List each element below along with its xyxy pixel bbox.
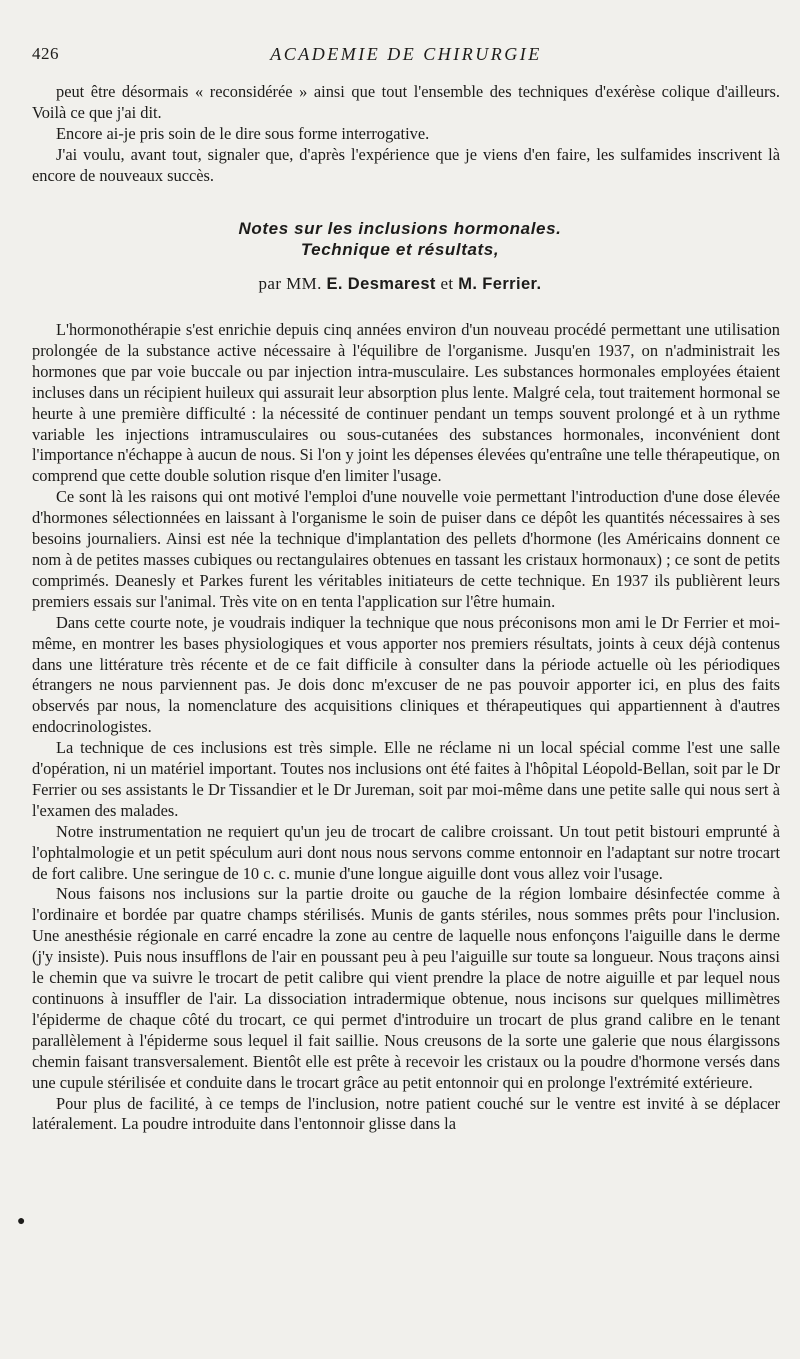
opening-paragraph: J'ai voulu, avant tout, signaler que, d'après l'expérience que je viens d'en faire, les sulfamides inscrivent là encore de nouveaux succès. bbox=[32, 144, 780, 185]
margin-bullet-mark: ● bbox=[17, 1214, 26, 1229]
article-title-line-2: Technique et résultats, bbox=[300, 240, 500, 259]
author-name: E. Desmarest bbox=[326, 275, 436, 293]
byline-conjunction: et bbox=[440, 274, 454, 293]
body-paragraph: La technique de ces inclusions est très simple. Elle ne réclame ni un local spécial comme l'est une salle d'opération, ni un matériel important. Toutes nos inclusions ont été faites à l'hôpital Léopold-Bellan, soit par le Dr Ferrier ou ses assistants le Dr Tissandier et le Dr Jureman, soit par moi-même dans une petite salle qui nous sert à l'examen des malades. bbox=[32, 738, 780, 820]
opening-paragraph: Encore ai-je pris soin de le dire sous forme interrogative. bbox=[56, 123, 430, 143]
body-paragraph: Notre instrumentation ne requiert qu'un jeu de trocart de calibre croissant. Un tout petit bistouri emprunté à l'ophtalmologie et un petit spéculum auri dont nous nous servons comme entonnoir en l'adaptant sur notre trocart de fort calibre. Une seringue de 10 c. c. munie d'une longue aiguille dont vous allez voir l'usage. bbox=[32, 821, 780, 883]
body-paragraph: Pour plus de facilité, à ce temps de l'inclusion, notre patient couché sur le ventre est invité à se déplacer latéralement. La poudre introduite dans l'entonnoir glisse dans la bbox=[32, 1093, 780, 1134]
opening-section bbox=[32, 82, 780, 187]
byline bbox=[0, 274, 800, 294]
opening-paragraph: peut être désormais « reconsidérée » ainsi que tout l'ensemble des techniques d'exérèse colique d'ailleurs. Voilà ce que j'ai dit. bbox=[32, 82, 780, 122]
journal-title: ACADEMIE DE CHIRURGIE bbox=[270, 44, 542, 64]
page-number: 426 bbox=[32, 44, 59, 63]
article-body bbox=[32, 320, 780, 1135]
body-paragraph: Nous faisons nos inclusions sur la partie droite ou gauche de la région lombaire désinfectée comme à l'ordinaire et bordée par quatre champs stérilisés. Munis de gants stériles, nous sommes prêts pour l'inclusion. Une anesthésie régionale en carré encadre la zone au centre de laquelle nous enfonçons l'aiguille dans le derme (j'y insiste). Puis nous insufflons de l'air en poussant peu à peu l'aiguille sur toute sa longueur. Nous traçons ainsi le chemin que va suivre le trocart de petit calibre qui vient prendre la place de notre aiguille et par lequel nous continuons à insuffler de l'air. La dissociation intradermique obtenue, nous incisons sur quelques millimètres l'épiderme de chaque côté du trocart, ce qui permet d'introduire un trocart de plus grand calibre en le tenant parallèlement à l'épiderme sous lequel il fait saillie. Nous creusons de la sorte une galerie que nous élargissons chemin faisant transversalement. Bientôt elle est prête à recevoir les cristaux ou la poudre d'hormone versés dans une cupule stérilisée et conduite dans le trocart grâce au petit entonnoir qui en prolonge l'extrémité extérieure. bbox=[32, 884, 780, 1092]
byline-prefix: par MM. bbox=[258, 274, 322, 293]
article-title-line-1: Notes sur les inclusions hormonales. bbox=[238, 219, 562, 238]
body-paragraph: Dans cette courte note, je voudrais indiquer la technique que nous préconisons mon ami le Dr Ferrier et moi-même, en montrer les bases physiologiques et vous apporter nos premiers résultats, joints à ceux déjà contenus dans une littérature très récente et de ce fait difficile à consulter dans la période actuelle où les périodiques étrangers ne nous parviennent pas. Je dois donc m'excuser de ne pas pouvoir apporter ici, en plus des faits observés par nous, la nomenclature des acquisitions cliniques et thérapeutiques qui appartiennent à d'autres endocrinologistes. bbox=[32, 612, 780, 737]
running-head bbox=[32, 44, 780, 68]
author-name: M. Ferrier. bbox=[458, 275, 542, 293]
body-paragraph: Ce sont là les raisons qui ont motivé l'emploi d'une nouvelle voie permettant l'introduction d'une dose élevée d'hormones sélectionnées en laissant à l'organisme le soin de puiser dans ce dépôt les quantités nécessaires à ses besoins journaliers. Ainsi est née la technique d'implantation des pellets d'hormone (les Américains donnent ce nom à de petites masses cubiques ou rectangulaires obtenues en tassant les cristaux hormonaux) ; ce sont de petits comprimés. Deanesly et Parkes furent les véritables initiateurs de cette technique. En 1937 ils publièrent leurs premiers essais sur l'animal. Très vite on en tenta l'application sur l'être humain. bbox=[32, 487, 780, 611]
body-paragraph: L'hormonothérapie s'est enrichie depuis cinq années environ d'un nouveau procédé permettant une utilisation prolongée de la substance active nécessaire à l'équilibre de l'organisme. Jusqu'en 1937, on n'administrait les hormones que par voie buccale ou par injection intra-musculaire. Les substances hormonales employées étaient incluses dans un récipient huileux qui assurait leur absorption plus lente. Malgré cela, tout traitement hormonal se heurte à une première difficulté : la nécessité de continuer pendant un temps souvent prolongé et à un rythme variable les injections intramusculaires ou sous-cutanées des substances hormonales, inconvénient dont l'importance n'échappe à aucun de nous. Si l'on y joint les dépenses élevées qu'entraîne une telle thérapeutique, on comprend que cette double solution risque d'en limiter l'usage. bbox=[32, 320, 780, 486]
